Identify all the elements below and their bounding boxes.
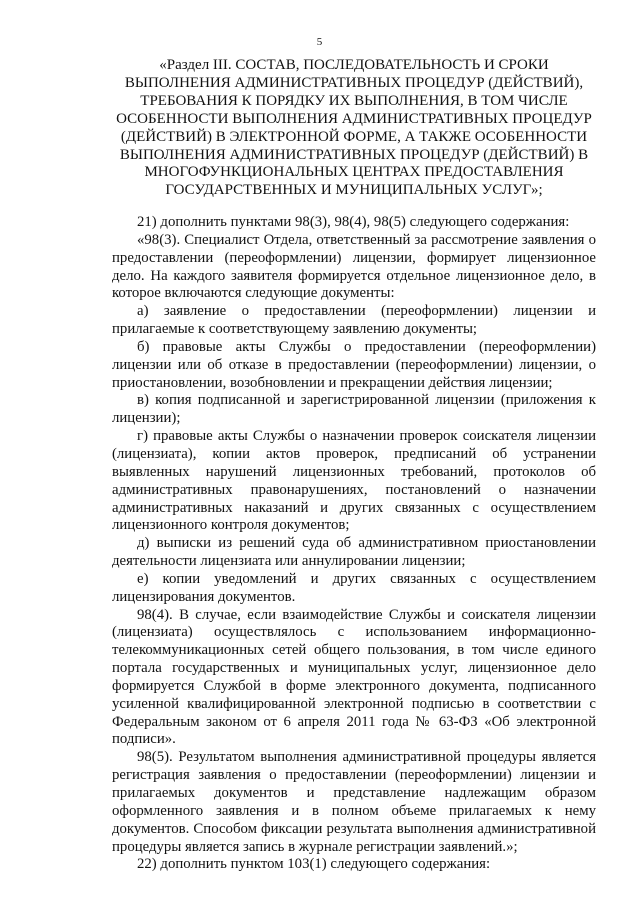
paragraph-item-22: 22) дополнить пунктом 103(1) следующего содержания:	[137, 856, 491, 873]
paragraph-item-21: 21) дополнить пунктами 98(3), 98(4), 98(5) следующего содержания:	[137, 214, 570, 230]
list-item-a: а) заявление о предоставлении (переоформлении) лицензии и прилагаемые к соответствующему заявлению документы;	[112, 303, 596, 338]
paragraph-98-5: 98(5). Результатом выполнения административной процедуры является регистрация заявления о предоставлении (переоформлении) лицензии и прилагаемых документов и представление надлежащим образом оформленного заявления и в полном объеме прилагаемых к нему документов. Способом фиксации результата выполнения административной процедуры является запись в журнале регистрации заявлений.»;	[112, 749, 596, 855]
list-item-v: в) копия подписанной и зарегистрированной лицензии (приложения к лицензии);	[112, 392, 596, 427]
list-item-d: д) выписки из решений суда об административном приостановлении деятельности лицензиата или аннулировании лицензии;	[112, 535, 596, 570]
document-body	[112, 214, 596, 874]
list-item-b: б) правовые акты Службы о предоставлении (переоформлении) лицензии или об отказе в предоставлении (переоформлении) лицензии, о приостановлении, возобновлении и прекращении действия лицензии;	[112, 338, 596, 391]
list-item-e: е) копии уведомлений и других связанных с осуществлением лицензирования документов.	[112, 570, 596, 605]
paragraph-98-4: 98(4). В случае, если взаимодействие Службы и соискателя лицензии (лицензиата) осуществлялось с использованием информационно-телекоммуникационных сетей общего пользования, в том числе единого портала государственных и муниципальных услуг, лицензионное дело формируется Службой в форме электронного документа, подписанного усиленной квалифицированной электронной подписью в соответствии с Федеральным законом от 6 апреля 2011 года № 63-ФЗ «Об электронной подписи».	[112, 606, 596, 748]
section-heading: «Раздел III. СОСТАВ, ПОСЛЕДОВАТЕЛЬНОСТЬ И СРОКИ ВЫПОЛНЕНИЯ АДМИНИСТРАТИВНЫХ ПРОЦЕДУР (ДЕЙСТВИЙ), ТРЕБОВАНИЯ К ПОРЯДКУ ИХ ВЫПОЛНЕНИЯ, В ТОМ ЧИСЛЕ ОСОБЕННОСТИ ВЫПОЛНЕНИЯ АДМИНИСТРАТИВНЫХ ПРОЦЕДУР (ДЕЙСТВИЙ) В ЭЛЕКТРОННОЙ ФОРМЕ, А ТАКЖЕ ОСОБЕННОСТИ ВЫПОЛНЕНИЯ АДМИНИСТРАТИВНЫХ ПРОЦЕДУР (ДЕЙСТВИЙ) В МНОГОФУНКЦИОНАЛЬНЫХ ЦЕНТРАХ ПРЕДОСТАВЛЕНИЯ ГОСУДАРСТВЕННЫХ И МУНИЦИПАЛЬНЫХ УСЛУГ»;	[116, 57, 592, 199]
paragraph-98-3: «98(3). Специалист Отдела, ответственный за рассмотрение заявления о предоставлении (переоформлении) лицензии, формирует лицензионное дело. На каждого заявителя формируется отдельное лицензионное дело, в которое включаются следующие документы:	[112, 231, 596, 302]
page-number: 5	[316, 36, 323, 48]
list-item-g: г) правовые акты Службы о назначении проверок соискателя лицензии (лицензиата), копии актов проверок, предписаний об устранении выявленных нарушений лицензионных требований, протоколов об административных правонарушениях, постановлений о назначении административных наказаний и других связанных с осуществлением лицензионного контроля документов;	[112, 428, 596, 534]
